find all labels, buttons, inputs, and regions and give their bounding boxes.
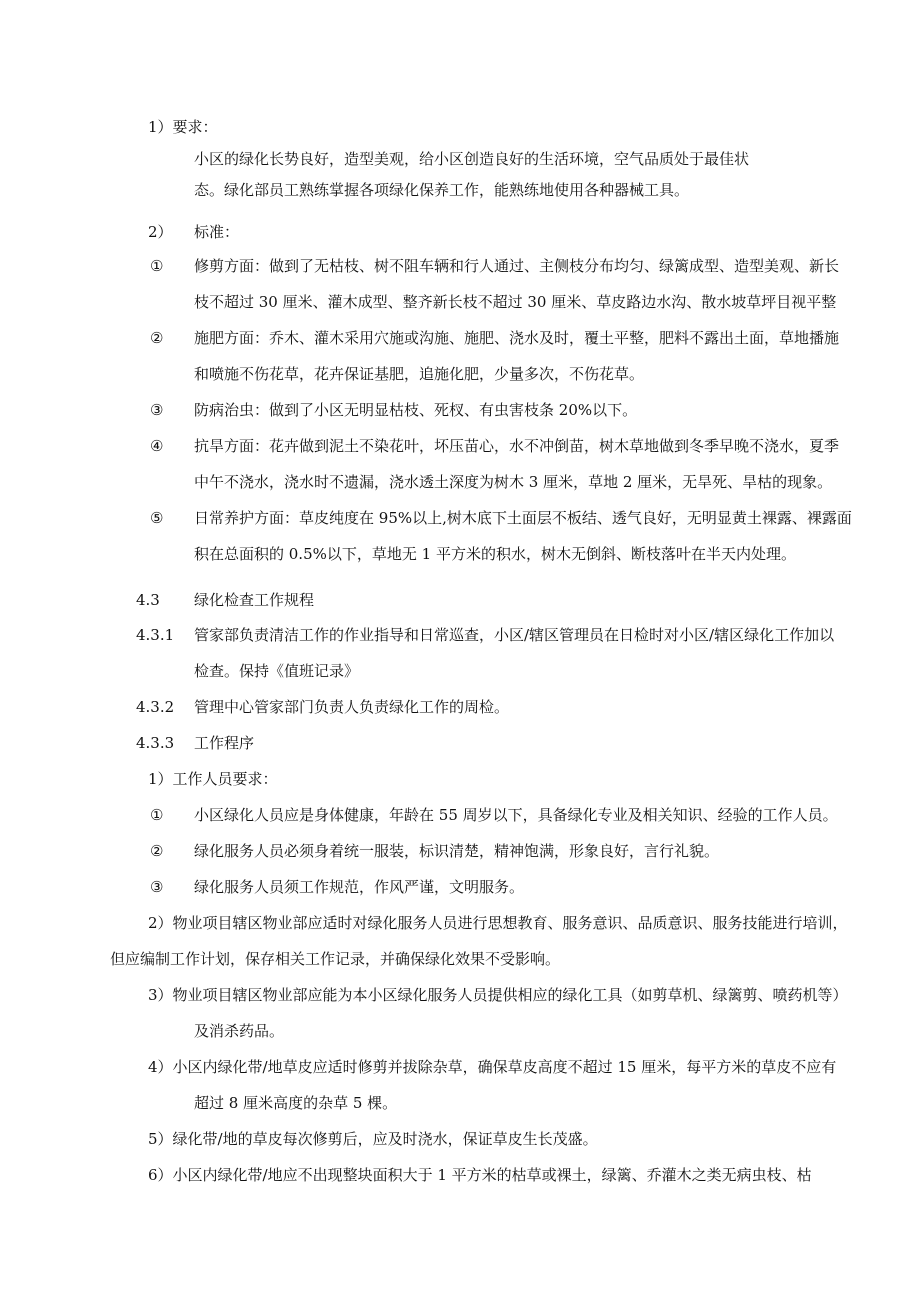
section-4-3-2-line-1: 管理中心管家部门负责人负责绿化工作的周检。 <box>194 698 510 716</box>
section-4-3-1-line-1: 管家部负责清洁工作的作业指导和日常巡查，小区/辖区管理员在日检时对小区/辖区绿化工作加以 <box>194 626 835 644</box>
work-req-1-marker: ① <box>150 806 164 824</box>
standard-4-marker: ④ <box>150 437 164 455</box>
standard-2-marker: ② <box>150 329 164 347</box>
work-req-3-marker: ③ <box>150 878 164 896</box>
standard-4-line-2: 中午不浇水，浇水时不遗漏，浇水透土深度为树木 3 厘米，草地 2 厘米，无旱死、旱枯的现象。 <box>194 473 833 491</box>
work-req-2-marker: ② <box>150 842 164 860</box>
section-4-3-1-number: 4.3.1 <box>136 626 175 644</box>
work-staff-heading: 1）工作人员要求： <box>148 770 278 788</box>
section-1-line-1: 小区的绿化长势良好，造型美观，给小区创造良好的生活环境，空气品质处于最佳状 <box>194 150 750 168</box>
work-para-2-line-1: 2）物业项目辖区物业部应适时对绿化服务人员进行思想教育、服务意识、品质意识、服务技能进行培训， <box>148 914 848 932</box>
work-para-3-line-1: 3）物业项目辖区物业部应能为本小区绿化服务人员提供相应的绿化工具（如剪草机、绿篱剪、喷药机等） <box>148 986 848 1004</box>
standard-3-marker: ③ <box>150 401 164 419</box>
standard-3-line-1: 防病治虫：做到了小区无明显枯枝、死杈、有虫害枝条 20%以下。 <box>194 401 638 419</box>
standard-2-line-1: 施肥方面：乔木、灌木采用穴施或沟施、施肥、浇水及时，覆土平整，肥料不露出土面，草地播施 <box>194 329 840 347</box>
work-para-5-line-1: 5）绿化带/地的草皮每次修剪后，应及时浇水，保证草皮生长茂盛。 <box>148 1130 598 1148</box>
section-2-heading: 标准： <box>194 223 240 241</box>
work-req-2-text: 绿化服务人员必须身着统一服装，标识清楚，精神饱满，形象良好，言行礼貌。 <box>194 842 720 860</box>
work-para-4-line-2: 超过 8 厘米高度的杂草 5 棵。 <box>194 1094 398 1112</box>
section-4-3-title: 绿化检查工作规程 <box>194 591 315 609</box>
standard-5-line-1: 日常养护方面：草皮纯度在 95%以上,树木底下土面层不板结、透气良好，无明显黄土裸露、裸露面 <box>194 509 852 527</box>
section-1-heading: 1）要求： <box>148 118 218 136</box>
section-4-3-3-number: 4.3.3 <box>136 734 175 752</box>
section-4-3-2-number: 4.3.2 <box>136 698 175 716</box>
section-4-3-1-line-2: 检查。保持《值班记录》 <box>194 662 360 680</box>
work-para-4-line-1: 4）小区内绿化带/地草皮应适时修剪并拔除杂草，确保草皮高度不超过 15 厘米，每平方米的草皮不应有 <box>148 1058 837 1076</box>
standard-5-marker: ⑤ <box>150 509 164 527</box>
work-req-1-text: 小区绿化人员应是身体健康，年龄在 55 周岁以下，具备绿化专业及相关知识、经验的工作人员。 <box>194 806 838 824</box>
standard-2-line-2: 和喷施不伤花草，花卉保证基肥，追施化肥，少量多次，不伤花草。 <box>194 365 645 383</box>
section-4-3-3-title: 工作程序 <box>194 734 255 752</box>
work-para-2-line-2: 但应编制工作计划，保存相关工作记录，并确保绿化效果不受影响。 <box>110 950 561 968</box>
standard-5-line-2: 积在总面积的 0.5%以下，草地无 1 平方米的积水，树木无倒斜、断枝落叶在半天内处理。 <box>194 545 796 563</box>
standard-1-line-1: 修剪方面：做到了无枯枝、树不阻车辆和行人通过、主侧枝分布均匀、绿篱成型、造型美观、新长 <box>194 257 840 275</box>
section-4-3-number: 4.3 <box>136 591 160 609</box>
section-1-line-2: 态。绿化部员工熟练掌握各项绿化保养工作，能熟练地使用各种器械工具。 <box>194 181 690 199</box>
section-2-number: 2） <box>148 223 173 241</box>
work-para-6-line-1: 6）小区内绿化带/地应不出现整块面积大于 1 平方米的枯草或裸土，绿篱、乔灌木之类无病虫枝、枯 <box>148 1166 812 1184</box>
standard-4-line-1: 抗旱方面：花卉做到泥土不染花叶，坏压苗心，水不冲倒苗，树木草地做到冬季早晚不浇水，夏季 <box>194 437 840 455</box>
standard-1-line-2: 枝不超过 30 厘米、灌木成型、整齐新长枝不超过 30 厘米、草皮路边水沟、散水坡草坪目视平整 <box>194 293 837 311</box>
work-req-3-text: 绿化服务人员须工作规范，作风严谨，文明服务。 <box>194 878 525 896</box>
work-para-3-line-2: 及消杀药品。 <box>194 1022 285 1040</box>
standard-1-marker: ① <box>150 257 164 275</box>
